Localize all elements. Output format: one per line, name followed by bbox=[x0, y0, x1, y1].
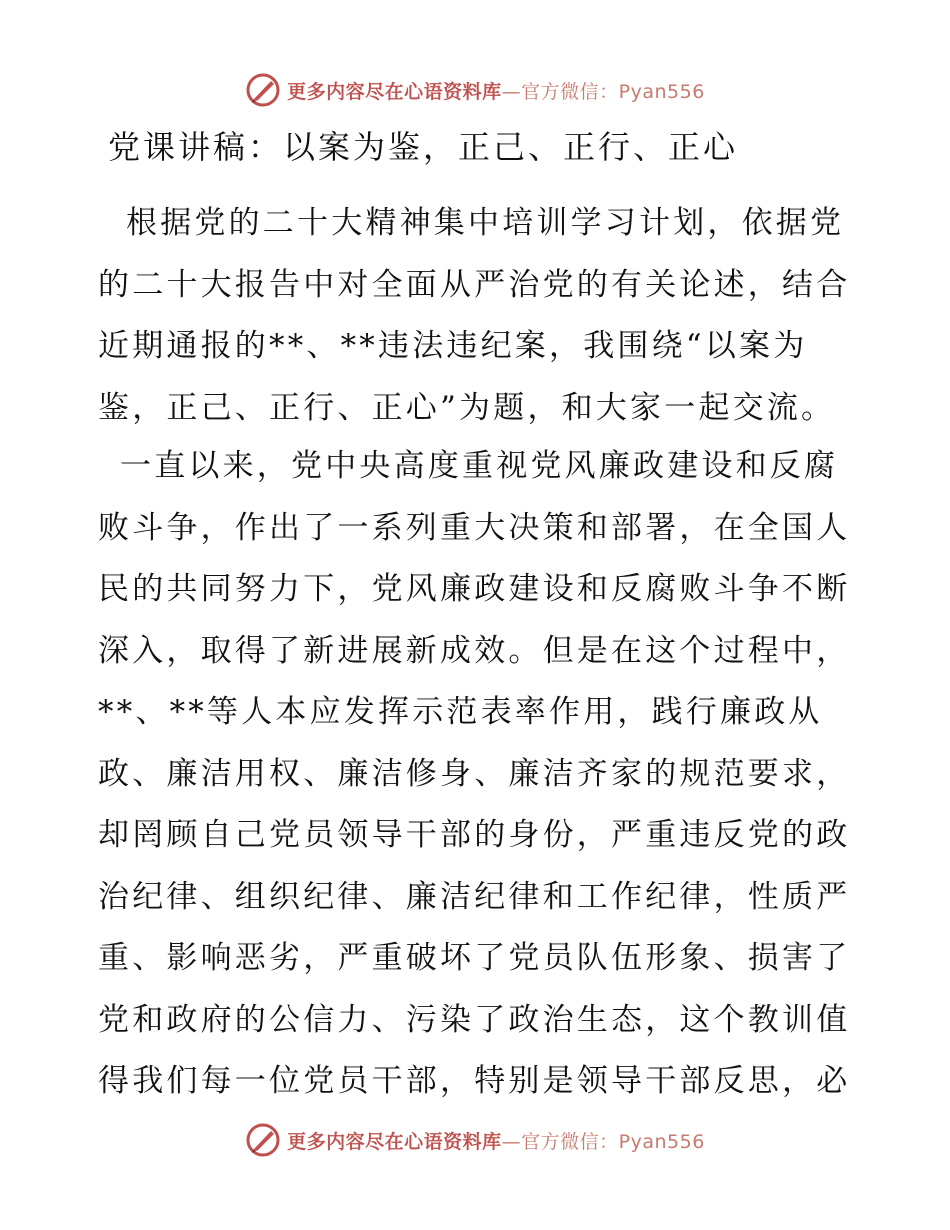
header-banner-wechat: —官方微信：Pyan556 bbox=[501, 80, 705, 103]
paragraph-line: 党和政府的公信力、污染了政治生态，这个教训值 bbox=[98, 1001, 851, 1038]
paragraph-line: **、**等人本应发挥示范表率作用，践行廉政从 bbox=[98, 694, 823, 730]
paragraph-2 bbox=[98, 436, 858, 1113]
paragraph-line: 深入，取得了新进展新成效。但是在这个过程中， bbox=[98, 632, 851, 669]
paragraph-line: 近期通报的**、**违法违纪案，我围绕“以案为 bbox=[98, 328, 808, 364]
paragraph-line: 民的共同努力下，党风廉政建设和反腐败斗争不断 bbox=[98, 571, 851, 607]
footer-banner bbox=[0, 1120, 950, 1160]
paragraph-line: 重、影响恶劣，严重破坏了党员队伍形象、损害了 bbox=[98, 940, 851, 976]
footer-banner-site: 更多内容尽在心语资料库 bbox=[287, 1130, 502, 1153]
paragraph-line: 治纪律、组织纪律、廉洁纪律和工作纪律，性质严 bbox=[98, 878, 851, 915]
paragraph-line: 鉴，正己、正行、正心”为题，和大家一起交流。 bbox=[98, 389, 836, 426]
paragraph-line: 政、廉洁用权、廉洁修身、廉洁齐家的规范要求， bbox=[98, 755, 851, 792]
quill-logo-icon bbox=[245, 1122, 281, 1158]
footer-banner-wechat: —官方微信：Pyan556 bbox=[501, 1130, 705, 1153]
paragraph-1 bbox=[98, 193, 858, 439]
paragraph-line: 根据党的二十大精神集中培训学习计划，依据党 bbox=[126, 205, 845, 241]
footer-banner-text bbox=[287, 1127, 705, 1154]
header-banner-text bbox=[287, 77, 705, 104]
paragraph-line: 得我们每一位党员干部，特别是领导干部反思，必 bbox=[98, 1063, 851, 1099]
paragraph-line: 一直以来，党中央高度重视党风廉政建设和反腐 bbox=[120, 448, 839, 484]
paragraph-line: 却罔顾自己党员领导干部的身份，严重违反党的政 bbox=[98, 817, 851, 853]
document-title: 党课讲稿：以案为鉴，正己、正行、正心 bbox=[108, 128, 739, 166]
paragraph-line: 败斗争，作出了一系列重大决策和部署，在全国人 bbox=[98, 509, 851, 546]
header-banner bbox=[0, 70, 950, 110]
header-banner-site: 更多内容尽在心语资料库 bbox=[287, 80, 502, 103]
quill-logo-icon bbox=[245, 72, 281, 108]
paragraph-line: 的二十大报告中对全面从严治党的有关论述，结合 bbox=[98, 266, 851, 303]
